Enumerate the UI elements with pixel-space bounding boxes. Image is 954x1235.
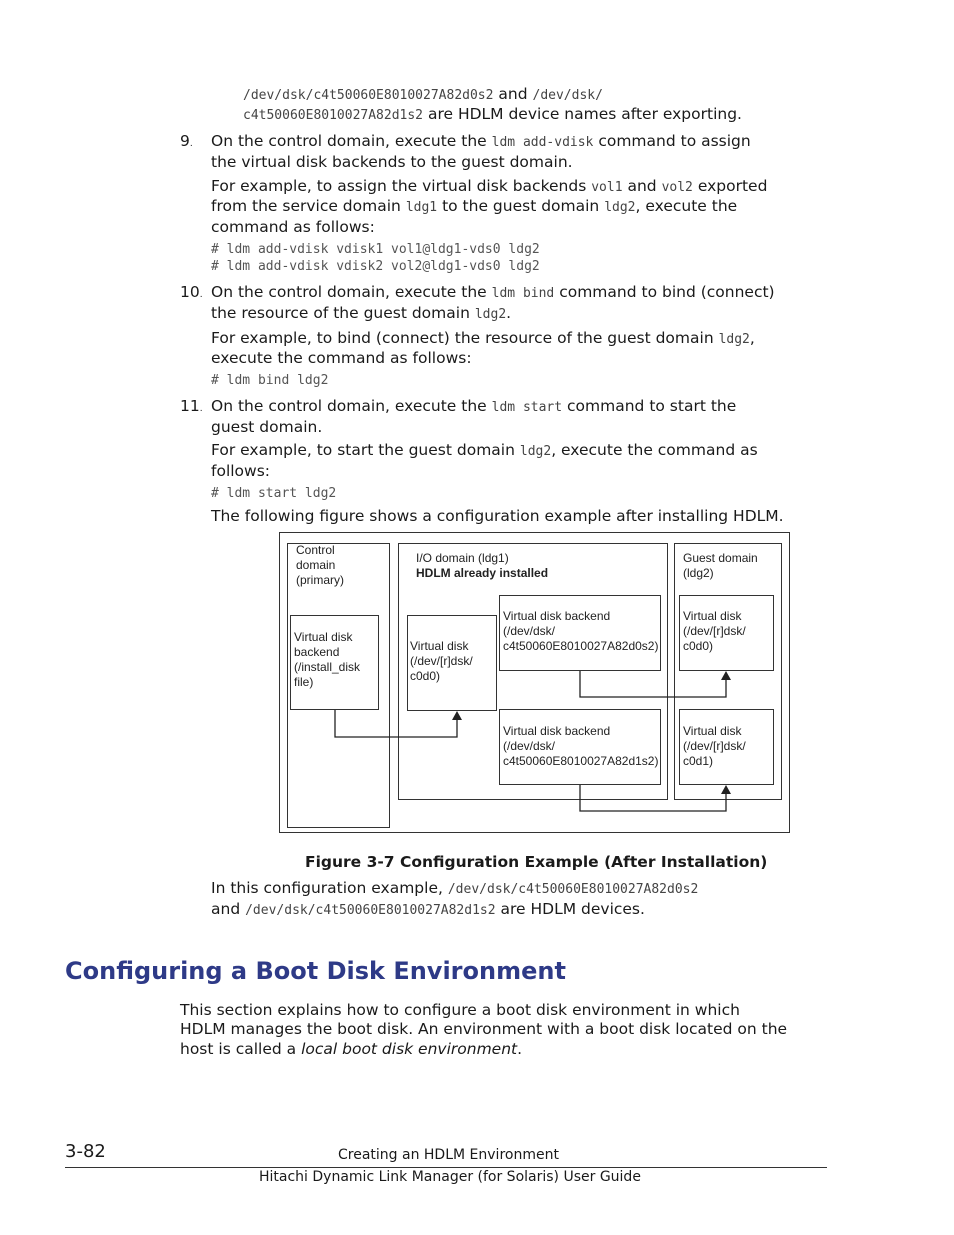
step-number: 9. (180, 132, 193, 150)
connector-d0-to-guest (580, 671, 726, 697)
step9-line2: the virtual disk backends to the guest domain. (211, 153, 573, 171)
chapter-title: Creating an HDLM Environment (338, 1147, 559, 1163)
code-line: # ldm add-vdisk vdisk2 vol2@ldg1-vds0 ldg2 (211, 259, 540, 274)
code-line: # ldm start ldg2 (211, 486, 337, 501)
section-paragraph-line3: host is called a local boot disk environment. (180, 1040, 523, 1058)
step10-line1: On the control domain, execute the ldm bind command to bind (connect) (211, 283, 775, 301)
vdisk-backend-install-label: Virtual disk backend (/install_disk file) (294, 630, 361, 689)
code-line: # ldm bind ldg2 (211, 373, 329, 388)
book-title: Hitachi Dynamic Link Manager (for Solaris) User Guide (259, 1169, 641, 1185)
step9-example-line3: command as follows: (211, 218, 375, 236)
page-number: 3-82 (65, 1141, 106, 1162)
step9-example-line2: from the service domain ldg1 to the guest domain ldg2, execute the (211, 197, 738, 215)
io-domain-label: I/O domain (ldg1) HDLM already installed (416, 551, 549, 580)
vdisk-guest-c0d1-label: Virtual disk (/dev/[r]dsk/ c0d1) (683, 724, 746, 768)
vdisk-backend-d1-label: Virtual disk backend (/dev/dsk/ c4t50060E8010027A82d1s2) (503, 724, 659, 768)
vdisk-backend-d0-label: Virtual disk backend (/dev/dsk/ c4t50060E8010027A82d0s2) (503, 609, 659, 653)
figure-connectors (279, 532, 790, 833)
step10-example-line2: execute the command as follows: (211, 349, 472, 367)
exported-paths-line1: /dev/dsk/c4t50060E8010027A82d0s2 and /dev/dsk/ (243, 85, 603, 103)
hdlm-devices-line1: In this configuration example, /dev/dsk/c4t50060E8010027A82d0s2 (211, 879, 699, 897)
hdlm-devices-line2: and /dev/dsk/c4t50060E8010027A82d1s2 are HDLM devices. (211, 900, 645, 918)
footer-divider (65, 1167, 827, 1168)
step10-line2: the resource of the guest domain ldg2. (211, 304, 512, 322)
configuration-figure (279, 532, 790, 833)
vdisk-io-label: Virtual disk (/dev/[r]dsk/ c0d0) (410, 639, 473, 683)
connector-d1-to-guest (580, 785, 726, 811)
step11-line2: guest domain. (211, 418, 323, 436)
step10-example-line1: For example, to bind (connect) the resource of the guest domain ldg2, (211, 329, 755, 347)
step9-example-line1: For example, to assign the virtual disk backends vol1 and vol2 exported (211, 177, 768, 195)
code-line: # ldm add-vdisk vdisk1 vol1@ldg1-vds0 ldg2 (211, 242, 540, 257)
figure-intro: The following figure shows a configuration example after installing HDLM. (211, 507, 784, 525)
figure-caption: Figure 3-7 Configuration Example (After Installation) (305, 853, 768, 871)
step-number: 10. (180, 283, 203, 301)
section-paragraph-line2: HDLM manages the boot disk. An environment with a boot disk located on the (180, 1020, 788, 1038)
step9-line1: On the control domain, execute the ldm add-vdisk command to assign (211, 132, 751, 150)
step-number: 11. (180, 397, 203, 415)
vdisk-guest-c0d0-label: Virtual disk (/dev/[r]dsk/ c0d0) (683, 609, 746, 653)
section-paragraph-line1: This section explains how to configure a boot disk environment in which (180, 1001, 740, 1019)
step11-line1: On the control domain, execute the ldm start command to start the (211, 397, 737, 415)
step11-example-line1: For example, to start the guest domain ldg2, execute the command as (211, 441, 758, 459)
control-domain-label: Control domain (primary) (296, 543, 344, 587)
section-heading: Configuring a Boot Disk Environment (65, 957, 566, 985)
guest-domain-label: Guest domain (ldg2) (683, 551, 758, 580)
connector-install-to-io (335, 710, 457, 737)
exported-paths-line2: c4t50060E8010027A82d1s2 are HDLM device names after exporting. (243, 105, 742, 123)
step11-example-line2: follows: (211, 462, 271, 480)
